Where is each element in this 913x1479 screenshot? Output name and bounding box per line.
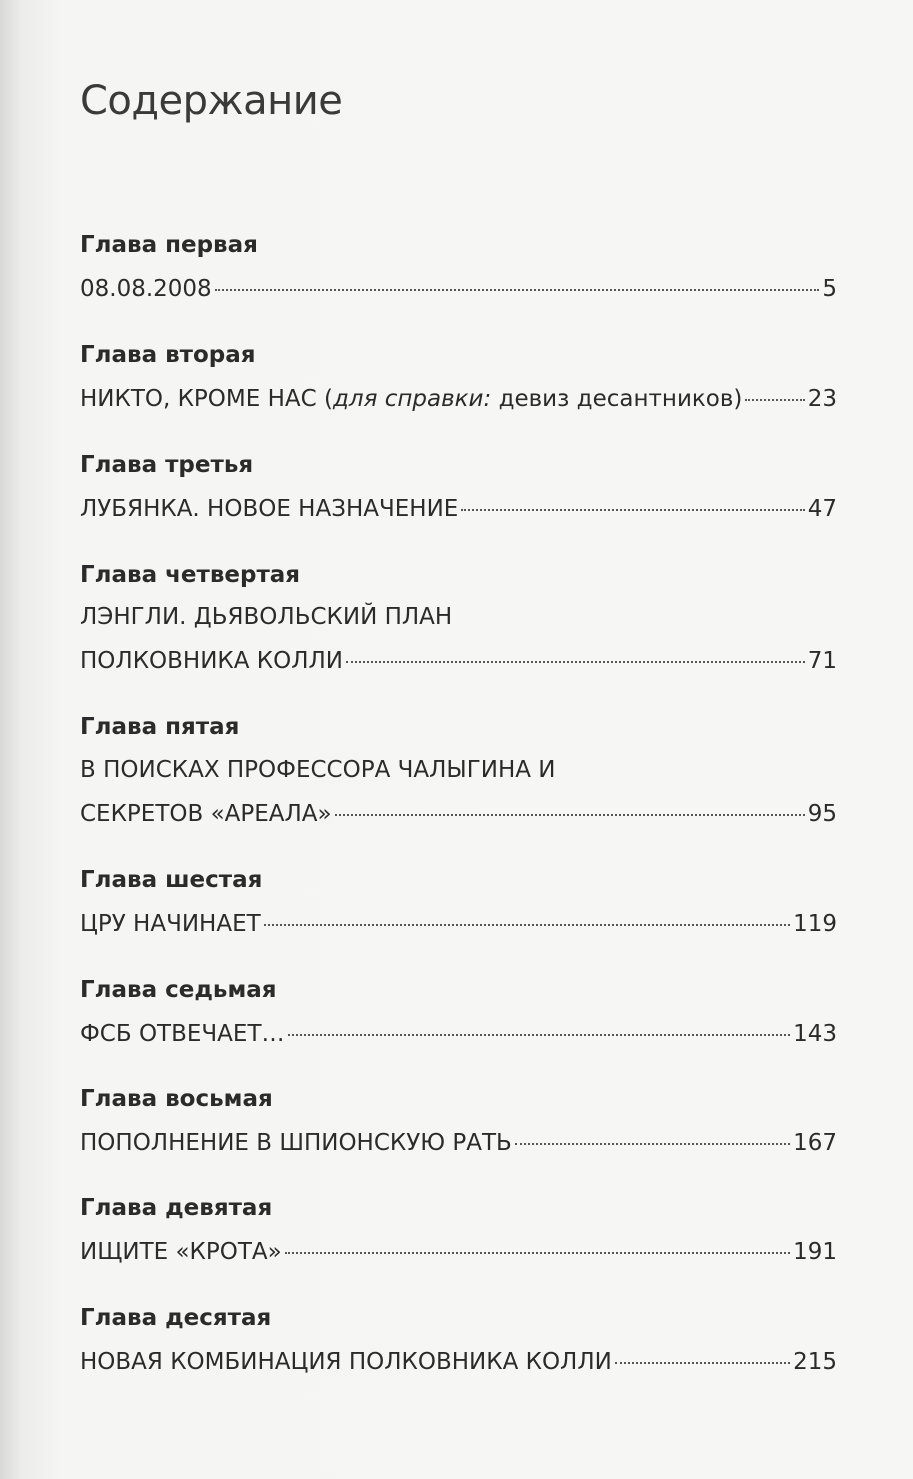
toc-entry[interactable] (80, 1349, 837, 1375)
toc-entry[interactable] (80, 496, 837, 522)
toc-entry[interactable] (80, 911, 837, 937)
dot-leader (461, 509, 804, 511)
dot-leader (745, 399, 804, 401)
page-number: 191 (793, 1239, 837, 1265)
dot-leader (515, 1143, 790, 1145)
entry-title: В ПОИСКАХ ПРОФЕССОРА ЧАЛЫГИНА И (80, 757, 556, 783)
page-number: 143 (793, 1021, 837, 1047)
page-number: 5 (822, 276, 837, 302)
chapter-heading: Глава шестая (80, 867, 263, 893)
page-number: 47 (807, 496, 837, 522)
toc-entry[interactable] (80, 386, 837, 412)
chapter-heading: Глава первая (80, 232, 258, 258)
chapter-heading: Глава четвертая (80, 562, 301, 588)
entry-title: ЦРУ НАЧИНАЕТ (80, 911, 261, 937)
toc-entry[interactable] (80, 1239, 837, 1265)
toc-entry[interactable] (80, 1021, 837, 1047)
page-number: 23 (807, 386, 837, 412)
dot-leader (615, 1362, 790, 1364)
entry-title: ФСБ ОТВЕЧАЕТ… (80, 1021, 285, 1047)
entry-title: ЛЭНГЛИ. ДЬЯВОЛЬСКИЙ ПЛАН (80, 604, 453, 630)
entry-note-italic: для справки: (332, 386, 492, 412)
dot-leader (346, 661, 805, 663)
page-number: 95 (807, 801, 837, 827)
chapter-heading: Глава девятая (80, 1195, 273, 1221)
toc-entry-line[interactable] (80, 604, 837, 630)
dot-leader (264, 924, 790, 926)
toc-entry[interactable] (80, 276, 837, 302)
page-number: 215 (793, 1349, 837, 1375)
entry-title: СЕКРЕТОВ «АРЕАЛА» (80, 801, 332, 827)
toc-entry[interactable] (80, 1130, 837, 1156)
chapter-heading: Глава восьмая (80, 1086, 273, 1112)
dot-leader (215, 289, 820, 291)
dot-leader (288, 1034, 791, 1036)
entry-title: ПОПОЛНЕНИЕ В ШПИОНСКУЮ РАТЬ (80, 1130, 512, 1156)
chapter-heading: Глава седьмая (80, 977, 277, 1003)
chapter-heading: Глава вторая (80, 342, 256, 368)
entry-title: НИКТО, КРОМЕ НАС (для справки: девиз десантников) (80, 386, 743, 412)
entry-title: ИЩИТЕ «КРОТА» (80, 1239, 282, 1265)
dot-leader (335, 814, 805, 816)
entry-title: 08.08.2008 (80, 276, 212, 302)
chapter-heading: Глава пятая (80, 714, 240, 740)
entry-title: ЛУБЯНКА. НОВОЕ НАЗНАЧЕНИЕ (80, 496, 459, 522)
entry-title: НОВАЯ КОМБИНАЦИЯ ПОЛКОВНИКА КОЛЛИ (80, 1349, 612, 1375)
chapter-heading: Глава десятая (80, 1305, 272, 1331)
page-title: Содержание (80, 78, 343, 124)
page-number: 167 (793, 1130, 837, 1156)
chapter-heading: Глава третья (80, 452, 254, 478)
toc-entry[interactable] (80, 801, 837, 827)
dot-leader (285, 1252, 790, 1254)
toc-entry[interactable] (80, 648, 837, 674)
page-number: 71 (807, 648, 837, 674)
page-number: 119 (793, 911, 837, 937)
entry-title: ПОЛКОВНИКА КОЛЛИ (80, 648, 344, 674)
toc-entry-line[interactable] (80, 757, 837, 783)
